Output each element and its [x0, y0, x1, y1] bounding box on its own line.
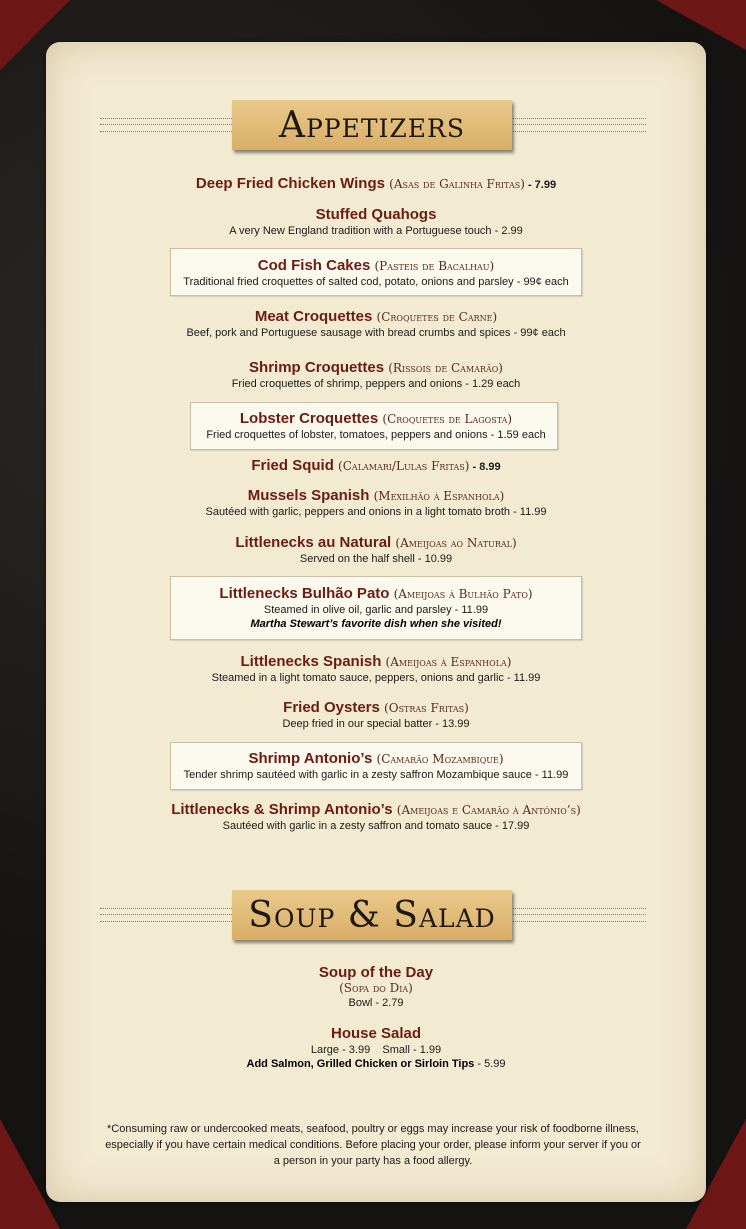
- menu-item: [46, 534, 706, 565]
- menu-item: [46, 653, 706, 684]
- item-description: Sautéed with garlic in a zesty saffron and tomato sauce - 17.99: [222, 820, 530, 832]
- item-price: - 8.99: [469, 461, 501, 473]
- item-portuguese-name: (Sopa do Dia): [339, 981, 413, 995]
- item-name: Shrimp Antonio’s: [248, 750, 373, 767]
- item-name: Littlenecks & Shrimp Antonio’s: [171, 801, 393, 818]
- item-name: Stuffed Quahogs: [315, 206, 437, 223]
- item-portuguese-name: (Ameijoas ao Natural): [395, 536, 517, 550]
- menu-item: [46, 257, 706, 288]
- soup-salad-header: [100, 890, 646, 942]
- allergy-disclaimer: [100, 1121, 646, 1169]
- item-description: Served on the half shell - 10.99: [299, 553, 453, 565]
- item-portuguese-name: (Asas de Galinha Fritas): [389, 177, 525, 191]
- item-name: Littlenecks Spanish: [240, 653, 382, 670]
- item-description: Deep fried in our special batter - 13.99: [282, 718, 470, 730]
- item-name: Lobster Croquettes: [239, 410, 379, 427]
- item-price: - 7.99: [524, 179, 557, 191]
- item-name: Deep Fried Chicken Wings: [195, 175, 385, 192]
- menu-item: [46, 585, 706, 630]
- item-portuguese-name: (Ostras Fritas): [384, 701, 469, 715]
- item-description: Steamed in a light tomato sauce, peppers, onions and garlic - 11.99: [211, 672, 541, 684]
- item-name: Littlenecks au Natural: [235, 534, 392, 551]
- item-name: Littlenecks Bulhão Pato: [219, 585, 390, 602]
- menu-item: [46, 410, 706, 441]
- item-description: Sautéed with garlic, peppers and onions in a light tomato broth - 11.99: [205, 506, 547, 518]
- item-note: Martha Stewart’s favorite dish when she visited!: [250, 618, 502, 630]
- item-portuguese-name: (Ameijoas à Espanhola): [385, 655, 512, 669]
- item-name: Cod Fish Cakes: [257, 257, 371, 274]
- menu-item: [46, 206, 706, 237]
- item-portuguese-name: (Croquetes de Carne): [376, 310, 498, 324]
- item-name: Mussels Spanish: [247, 487, 370, 504]
- item-description: A very New England tradition with a Portuguese touch - 2.99: [229, 225, 523, 237]
- disclaimer-line: *Consuming raw or undercooked meats, seafood, poultry or eggs may increase your risk of foodborne illness,: [107, 1123, 639, 1135]
- menu-item: [46, 175, 706, 192]
- item-portuguese-name: (Ameijoas e Camarão à António’s): [396, 803, 581, 817]
- menu-item: [46, 359, 706, 390]
- item-name: Soup of the Day: [318, 964, 434, 981]
- item-sizes: Large - 3.99 Small - 1.99: [310, 1044, 442, 1056]
- appetizers-header: [100, 100, 646, 152]
- appetizers-title: Appetizers: [232, 100, 512, 150]
- menu-item: [46, 308, 706, 339]
- item-addon-price: - 5.99: [474, 1058, 506, 1070]
- item-portuguese-name: (Calamari/Lulas Fritas): [338, 459, 470, 473]
- item-description: Tender shrimp sautéed with garlic in a zesty saffron Mozambique sauce - 11.99: [183, 769, 569, 781]
- item-name: Fried Oysters: [283, 699, 380, 716]
- item-description: Bowl - 2.79: [348, 997, 404, 1009]
- menu-item: [46, 487, 706, 518]
- item-addon-label: Add Salmon, Grilled Chicken or Sirloin Tips: [246, 1058, 475, 1070]
- item-description: Traditional fried croquettes of salted cod, potato, onions and parsley - 99¢ each: [183, 276, 569, 288]
- item-description: Steamed in olive oil, garlic and parsley - 11.99: [263, 604, 489, 616]
- disclaimer-line: especially if you have certain medical conditions. Before placing your order, please inform your server if you or: [105, 1139, 641, 1151]
- menu-item: [46, 699, 706, 730]
- item-portuguese-name: (Mexilhão à Espanhola): [373, 489, 505, 503]
- item-description: Fried croquettes of shrimp, peppers and onions - 1.29 each: [231, 378, 521, 390]
- item-portuguese-name: (Ameijoas à Bulhão Pato): [393, 587, 533, 601]
- item-portuguese-name: (Camarão Mozambique): [376, 752, 504, 766]
- item-description: Fried croquettes of lobster, tomatoes, peppers and onions - 1.59 each: [206, 429, 546, 441]
- menu-item: [46, 801, 706, 832]
- disclaimer-line: a person in your party has a food allergy.: [273, 1155, 473, 1167]
- item-portuguese-name: (Croquetes de Lagosta): [382, 412, 513, 426]
- item-description: Beef, pork and Portuguese sausage with bread crumbs and spices - 99¢ each: [186, 327, 566, 339]
- menu-item-salad: [46, 1025, 706, 1070]
- menu-item: [46, 457, 706, 474]
- item-name: House Salad: [330, 1025, 422, 1042]
- menu-item-soup: [46, 964, 706, 1009]
- item-portuguese-name: (Rissois de Camarão): [388, 361, 503, 375]
- item-name: Fried Squid: [251, 457, 334, 474]
- item-portuguese-name: (Pasteis de Bacalhau): [374, 259, 495, 273]
- item-name: Shrimp Croquettes: [249, 359, 385, 376]
- item-name: Meat Croquettes: [254, 308, 373, 325]
- soup-salad-title: Soup & Salad: [232, 890, 512, 940]
- menu-item: [46, 750, 706, 781]
